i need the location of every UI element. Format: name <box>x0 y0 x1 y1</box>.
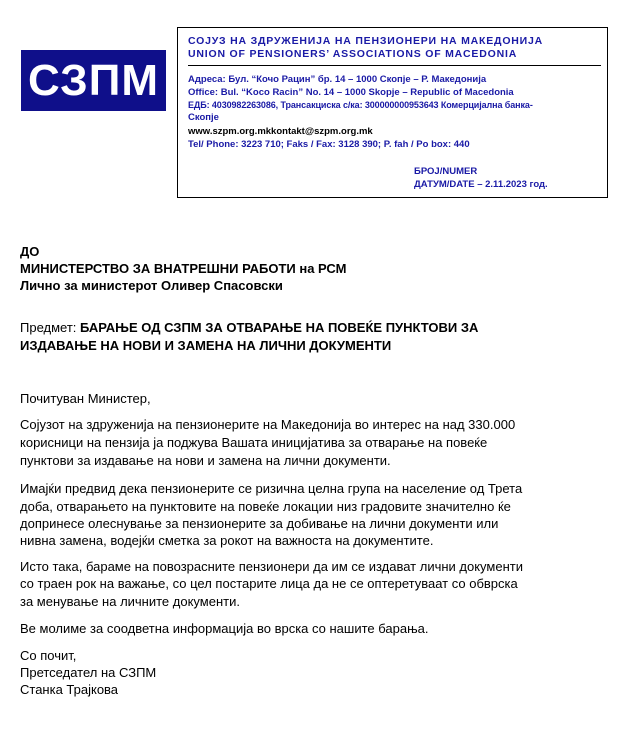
phone-fax: Tel/ Phone: 3223 710; Faks / Fax: 3128 390; P. fah / Po box: 440 <box>188 139 470 150</box>
org-name-en: UNION OF PENSIONERS’ ASSOCIATIONS OF MACEDONIA <box>188 48 518 60</box>
logo: СЗПМ <box>21 50 166 111</box>
recipient-person: Лично за министерот Оливер Спасовски <box>20 278 283 293</box>
address-en: Office: Bul. “Koco Racin” No. 14 – 1000 Skopje – Republic of Macedonia <box>188 87 514 98</box>
paragraph-2-line: доба, отварањето на пунктовите на повеќе локации низ градовите значително ќе <box>20 499 511 514</box>
subject-label: Предмет: <box>20 320 77 335</box>
address-mk: Адреса: Бул. “Кочо Рацин” бр. 14 – 1000 Скопје – Р. Македонија <box>188 74 487 85</box>
closing-name: Станка Трајкова <box>20 682 119 697</box>
recipient-ministry: МИНИСТЕРСТВО ЗА ВНАТРЕШНИ РАБОТИ на РСМ <box>20 261 347 276</box>
paragraph-3-line: за менување на личните документи. <box>20 594 240 609</box>
closing-title: Претседател на СЗПМ <box>20 665 157 680</box>
letterhead-divider <box>188 65 601 66</box>
date-label: ДАТУМ/DATE – 2.11.2023 год. <box>414 179 548 190</box>
paragraph-2-line: допринесе олеснување за пензионерите за добивање на лични документи или <box>20 516 499 531</box>
greeting: Почитуван Министер, <box>20 391 151 406</box>
subject-line-1 <box>20 320 478 335</box>
paragraph-1-line: Сојузот на здруженија на пензионерите на Македонија во интерес на над 330.000 <box>20 417 516 432</box>
paragraph-3-line: со траен рок на важање, со цел постарите лица да не се оптеретуваат со обврска <box>20 576 518 591</box>
letterhead-box <box>177 27 608 198</box>
closing-regards: Со почит, <box>20 648 77 663</box>
paragraph-4: Ве молиме за соодветна информација во врска со нашите барања. <box>20 621 429 636</box>
paragraph-1-line: пунктови за издавање на нови и замена на лични документи. <box>20 453 391 468</box>
edb-city: Скопје <box>188 112 219 123</box>
subject-text: БАРАЊЕ ОД СЗПМ ЗА ОТВАРАЊЕ НА ПОВЕЌЕ ПУНКТОВИ ЗА <box>80 320 479 335</box>
recipient-to: ДО <box>20 244 40 259</box>
paragraph-3-line: Исто така, бараме на повозрасните пензионери да им се издават лични документи <box>20 559 523 574</box>
paragraph-2-line: Имајќи предвид дека пензионерите се ризична целна група на население од Трета <box>20 481 523 496</box>
number-label: БРОЈ/NUMER <box>414 166 478 177</box>
subject-line-2: ИЗДАВАЊЕ НА НОВИ И ЗАМЕНА НА ЛИЧНИ ДОКУМЕНТИ <box>20 338 392 353</box>
web-email[interactable]: www.szpm.org.mkkontakt@szpm.org.mk <box>188 126 373 137</box>
paragraph-1-line: корисници на пензија ја поджува Вашата иницијатива за отварање на повеќе <box>20 435 488 450</box>
paragraph-2-line: нивна замена, водејќи сметка за рокот на важноста на документите. <box>20 533 434 548</box>
edb-line: ЕДБ: 4030982263086, Трансакциска с/ка: 300000000953643 Комерцијална банка- <box>188 100 533 110</box>
org-name-mk: СОЈУЗ НА ЗДРУЖЕНИЈА НА ПЕНЗИОНЕРИ НА МАКЕДОНИЈА <box>188 35 544 47</box>
